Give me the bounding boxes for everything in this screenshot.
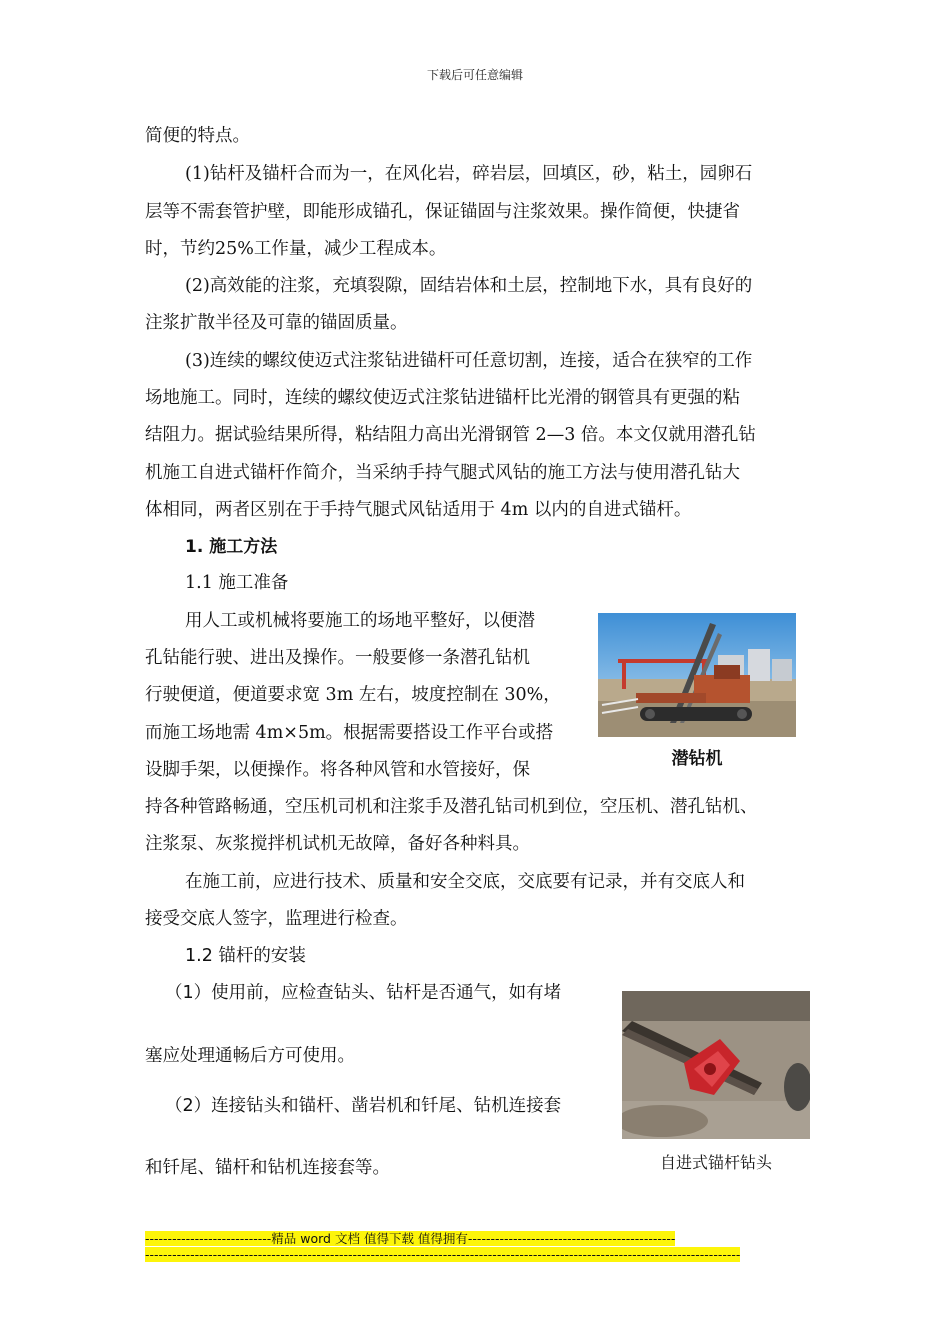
- text-line: 层等不需套管护壁，即能形成锚孔，保证锚固与注浆效果。操作简便，快捷省: [145, 202, 740, 222]
- text-line: (3)连续的螺纹使迈式注浆钻进锚杆可任意切割，连接，适合在狭窄的工作: [185, 351, 753, 371]
- footer-banner-line: [145, 1247, 785, 1263]
- drill-bit-caption: 自进式锚杆钻头: [659, 1153, 772, 1172]
- footer-highlight: ----------------------------精品 word 文档 值得下载 值得拥有----------------------------------------------: [145, 1231, 676, 1246]
- text-line: 孔钻能行驶、进出及操作。一般要修一条潜孔钻机: [145, 648, 530, 668]
- text-line: (1)钻杆及锚杆合而为一，在风化岩，碎岩层，回填区，砂，粘土，园卵石: [185, 164, 753, 184]
- text-line: 场地施工。同时，连续的螺纹使迈式注浆钻进锚杆比光滑的钢管具有更强的粘: [145, 388, 740, 408]
- text-line: （2）连接钻头和锚杆、凿岩机和钎尾、钻机连接套: [165, 1096, 562, 1116]
- drill-bit-image: [622, 991, 810, 1139]
- drill-bit-photo: [622, 991, 810, 1139]
- text-line: 在施工前，应进行技术、质量和安全交底，交底要有记录，并有交底人和: [185, 872, 745, 892]
- text-line: 用人工或机械将要施工的场地平整好，以便潜: [185, 611, 535, 631]
- text-line: 简便的特点。: [145, 126, 250, 146]
- subsection-heading: 1.1 施工准备: [185, 573, 289, 593]
- text-line: 注浆泵、灰浆搅拌机试机无故障，备好各种料具。: [145, 834, 530, 854]
- text-line: 塞应处理通畅后方可使用。: [145, 1046, 355, 1066]
- drill-rig-caption: 潜钻机: [671, 749, 723, 769]
- footer-highlight: ------------------------------------------------------------------------------------------------------------------------------------: [145, 1247, 741, 1262]
- drill-rig-image: [598, 613, 796, 737]
- text-line: 接受交底人签字，监理进行检查。: [145, 909, 408, 929]
- text-line: 结阻力。据试验结果所得，粘结阻力高出光滑钢管 2—3 倍。本文仅就用潜孔钻: [145, 425, 756, 445]
- text-line: （1）使用前，应检查钻头、钻杆是否通气，如有堵: [165, 983, 562, 1003]
- text-line: 时，节约25%工作量，减少工程成本。: [145, 239, 447, 259]
- text-line: 体相同，两者区别在于手持气腿式风钻适用于 4m 以内的自进式锚杆。: [145, 500, 692, 520]
- text-line: (2)高效能的注浆，充填裂隙，固结岩体和土层，控制地下水，具有良好的: [185, 276, 753, 296]
- text-line: 行驶便道，便道要求宽 3m 左右，坡度控制在 30%，: [145, 685, 561, 705]
- drill-rig-photo: [598, 613, 796, 737]
- text-line: 机施工自进式锚杆作简介，当采纳手持气腿式风钻的施工方法与使用潜孔钻大: [145, 463, 740, 483]
- text-line: 设脚手架，以便操作。将各种风管和水管接好，保: [145, 760, 530, 780]
- text-line: 和钎尾、锚杆和钻机连接套等。: [145, 1158, 390, 1178]
- text-line: 而施工场地需 4m×5m。根据需要搭设工作平台或搭: [145, 723, 554, 743]
- text-line: 持各种管路畅通，空压机司机和注浆手及潜孔钻司机到位，空压机、潜孔钻机、: [145, 797, 758, 817]
- text-line: 注浆扩散半径及可靠的锚固质量。: [145, 313, 408, 333]
- section-heading: 1. 施工方法: [185, 537, 278, 557]
- subsection-heading: 1.2 锚杆的安装: [185, 946, 306, 966]
- footer-banner-line: [145, 1231, 785, 1247]
- page-header: 下载后可任意编辑: [426, 68, 523, 82]
